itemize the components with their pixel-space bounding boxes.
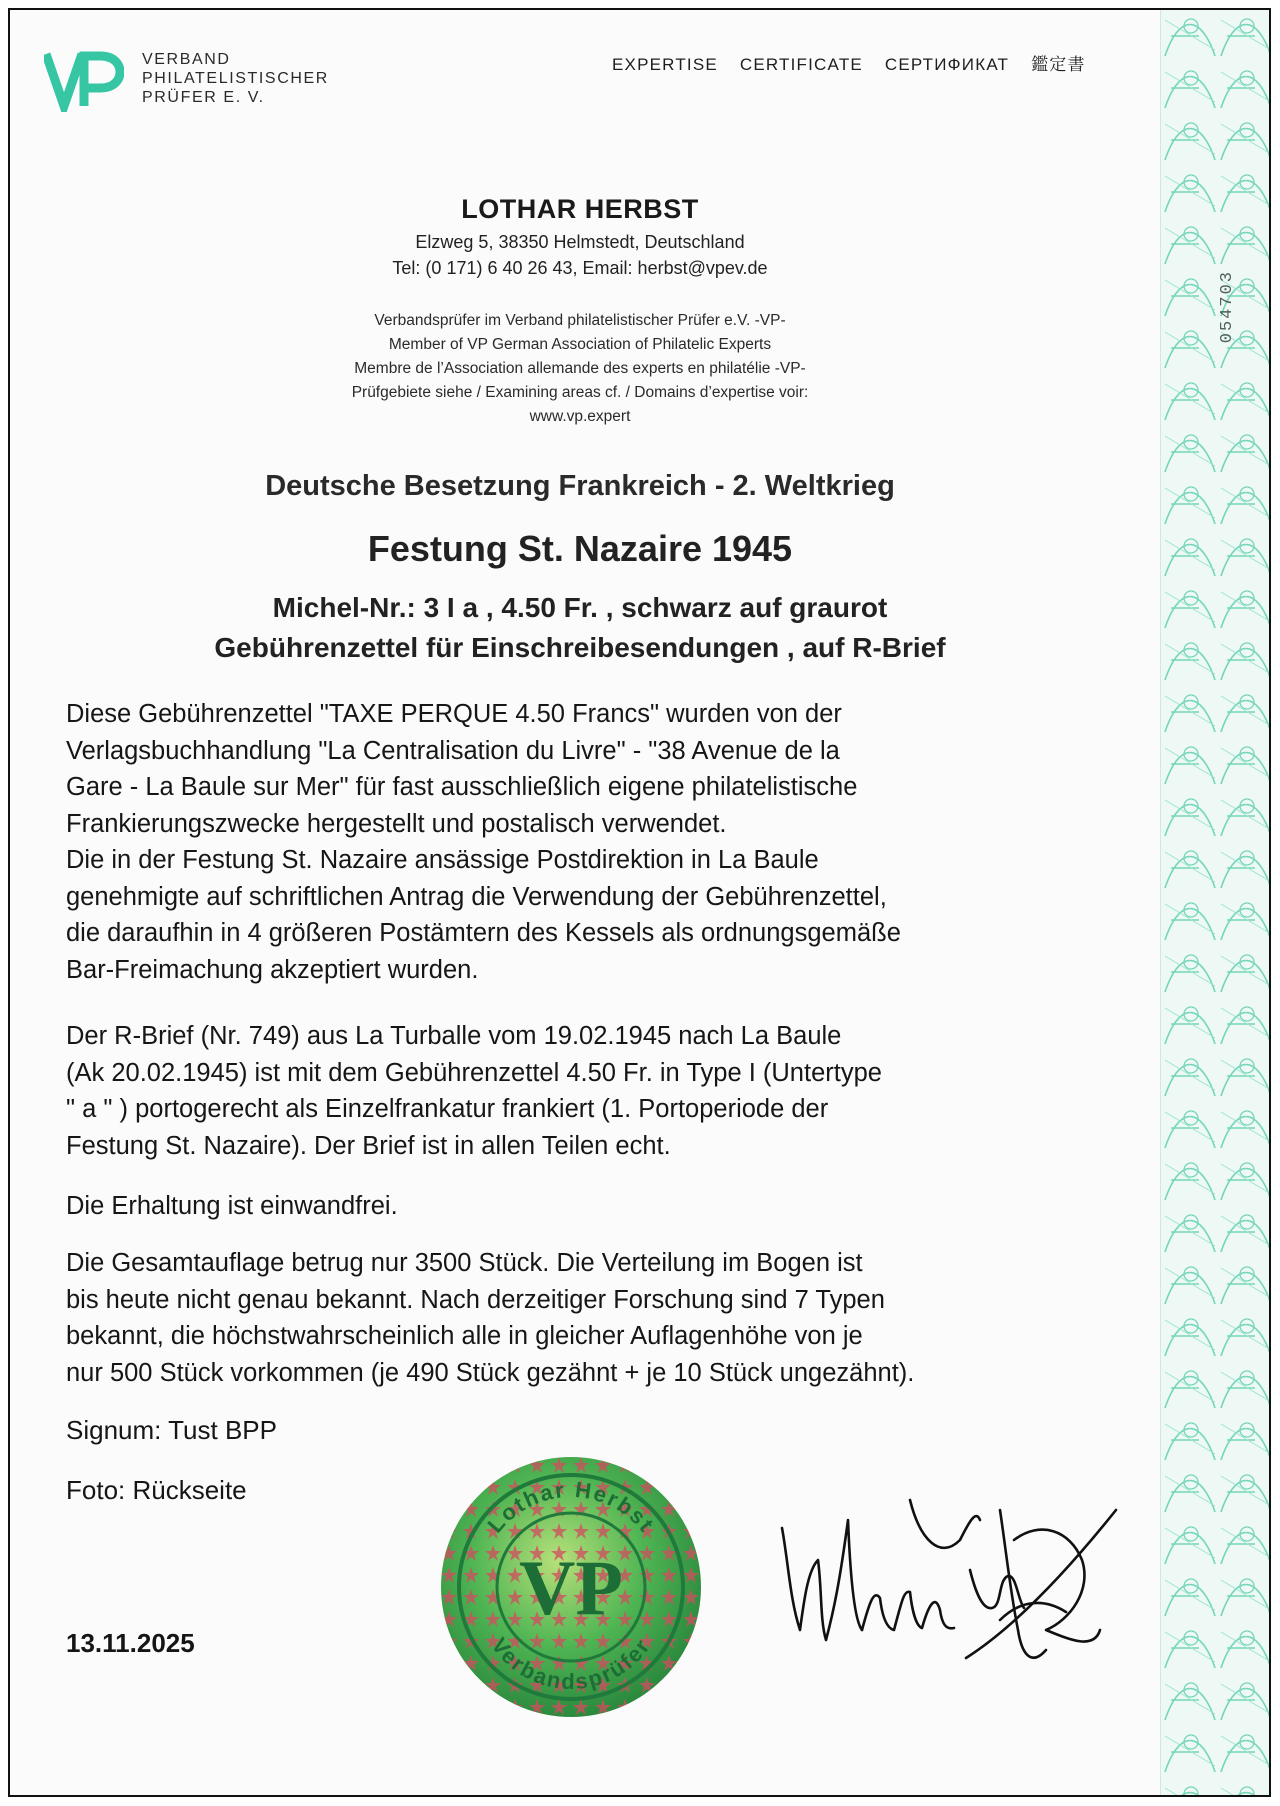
paragraph-1-line: Frankierungszwecke hergestellt und postalisch verwendet. [66, 809, 727, 838]
paragraph-1 [66, 696, 1146, 988]
paragraph-1-line: Gare - La Baule sur Mer" für fast ausschließlich eigene philatelistische [66, 773, 858, 801]
membership-line-5: www.vp.expert [529, 408, 631, 425]
paragraph-1-line: Diese Gebührenzettel "TAXE PERQUE 4.50 Francs" wurden von der [66, 700, 842, 728]
hologram-seal [438, 1454, 704, 1720]
org-name [142, 50, 329, 107]
security-strip [1160, 10, 1271, 1795]
expert-contact: Tel: (0 171) 6 40 26 43, Email: herbst@vpev.de [392, 258, 768, 278]
label-japanese: 鑑定書 [1031, 55, 1086, 74]
membership-line-4: Prüfgebiete siehe / Examining areas cf. / Domains d’expertise voir: [351, 384, 809, 401]
heading-michel: Michel-Nr.: 3 I a , 4.50 Fr. , schwarz auf graurot [272, 592, 888, 623]
paragraph-4-line: Die Gesamtauflage betrug nur 3500 Stück. Die Verteilung im Bogen ist [66, 1249, 863, 1277]
membership-line-1: Verbandsprüfer im Verband philatelistischer Prüfer e.V. -VP- [374, 312, 786, 329]
paragraph-1-line: die daraufhin in 4 größeren Postämtern des Kessels als ordnungsgemäße [66, 919, 901, 947]
vp-logo [44, 48, 124, 112]
security-strip-pattern [1161, 10, 1271, 1797]
label-russian: СЕРТИФИКАТ [884, 55, 1010, 74]
label-certificate: CERTIFICATE [739, 55, 863, 74]
paragraph-4-line: nur 500 Stück vorkommen (je 490 Stück gezähnt + je 10 Stück ungezähnt). [66, 1358, 915, 1387]
paragraph-1-line: Verlagsbuchhandlung "La Centralisation du Livre" - "38 Avenue de la [66, 736, 840, 765]
serial-number: 054703 [1218, 270, 1237, 344]
label-expertise: EXPERTISE [612, 55, 718, 74]
membership-line-3: Membre de l’Association allemande des experts en philatélie -VP- [354, 360, 806, 377]
seal-logo: VP [519, 1544, 623, 1631]
handwritten-signature [770, 1480, 1120, 1680]
heading-gebuehrenzettel: Gebührenzettel für Einschreibesendungen , auf R-Brief [214, 632, 946, 663]
paragraph-1-line: Bar-Freimachung akzeptiert wurden. [66, 955, 479, 984]
heading-occupation: Deutsche Besetzung Frankreich - 2. Weltkrieg [265, 470, 895, 502]
paragraph-2-line: " a " ) portogerecht als Einzelfrankatur frankiert (1. Portoperiode der [66, 1095, 829, 1123]
org-line-1: VERBAND [142, 51, 231, 68]
certificate-date: 13.11.2025 [66, 1628, 195, 1658]
paragraph-1-line: Die in der Festung St. Nazaire ansässige Postdirektion in La Baule [66, 846, 819, 874]
signum-line: Signum: Tust BPP [66, 1415, 277, 1445]
paragraph-2-line: Festung St. Nazaire). Der Brief ist in allen Teilen echt. [66, 1131, 671, 1160]
certificate-labels [612, 50, 1102, 75]
org-line-3: PRÜFER E. V. [142, 89, 265, 106]
paragraph-4-line: bekannt, die höchstwahrscheinlich alle in gleicher Auflagenhöhe von je [66, 1322, 863, 1350]
seal-text-bottom: Verbandsprüfer [486, 1633, 656, 1695]
expert-address: Elzweg 5, 38350 Helmstedt, Deutschland [415, 232, 745, 252]
paragraph-4 [66, 1245, 1146, 1391]
membership-line-2: Member of VP German Association of Philatelic Experts [388, 336, 772, 353]
org-line-2: PHILATELISTISCHER [142, 70, 329, 87]
paragraph-2-line: Der R-Brief (Nr. 749) aus La Turballe vom 19.02.1945 nach La Baule [66, 1022, 842, 1050]
seal-text-top: Lothar Herbst [482, 1476, 660, 1538]
expert-name: LOTHAR HERBST [461, 194, 699, 224]
heading-festung: Festung St. Nazaire 1945 [367, 528, 793, 569]
paragraph-2-line: (Ak 20.02.1945) ist mit dem Gebührenzettel 4.50 Fr. in Type I (Untertype [66, 1058, 882, 1087]
foto-line: Foto: Rückseite [66, 1475, 247, 1505]
condition-statement: Die Erhaltung ist einwandfrei. [66, 1192, 398, 1220]
paragraph-3 [66, 1188, 1146, 1225]
paragraph-4-line: bis heute nicht genau bekannt. Nach derzeitiger Forschung sind 7 Typen [66, 1285, 885, 1314]
paragraph-2 [66, 1018, 1146, 1164]
paragraph-1-line: genehmigte auf schriftlichen Antrag die Verwendung der Gebührenzettel, [66, 882, 887, 911]
